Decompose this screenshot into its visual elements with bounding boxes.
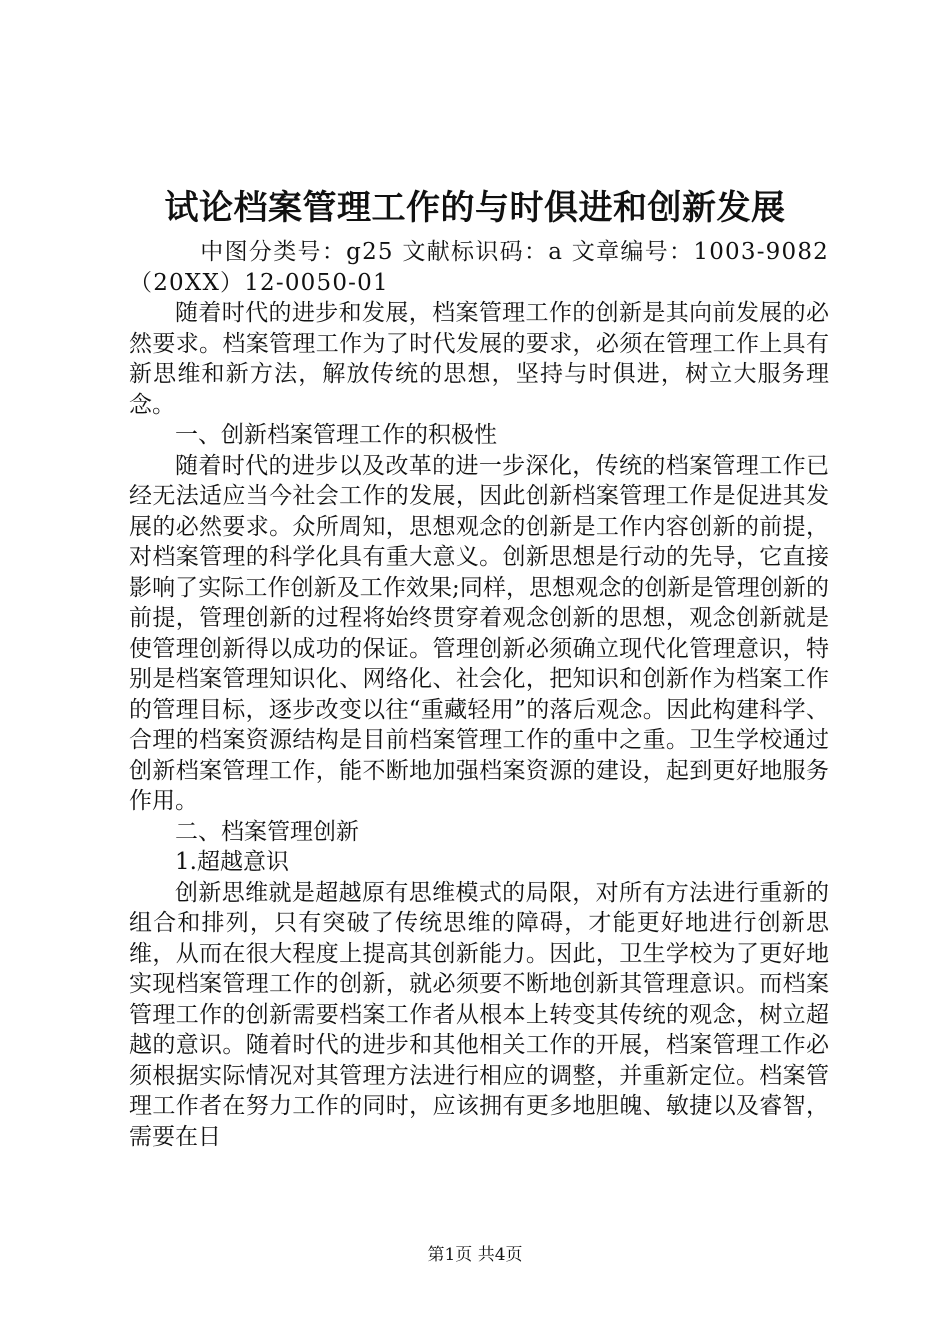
- document-body: [129, 237, 829, 1152]
- section-heading-1: 一、创新档案管理工作的积极性: [175, 422, 497, 448]
- section-1-paragraph: 随着时代的进步以及改革的进一步深化，传统的档案管理工作已经无法适应当今社会工作的发展，因此创新档案管理工作是促进其发展的必然要求。众所周知，思想观念的创新是工作内容创新的前提，对档案管理的科学化具有重大意义。创新思想是行动的先导，它直接影响了实际工作创新及工作效果;同样，思想观念的创新是管理创新的前提，管理创新的过程将始终贯穿着观念创新的思想，观念创新就是使管理创新得以成功的保证。管理创新必须确立现代化管理意识，特别是档案管理知识化、网络化、社会化，把知识和创新作为档案工作的管理目标，逐步改变以往“重藏轻用”的落后观念。因此构建科学、合理的档案资源结构是目前档案管理工作的重中之重。卫生学校通过创新档案管理工作，能不断地加强档案资源的建设，起到更好地服务作用。: [129, 452, 829, 814]
- subsection-1-paragraph: 创新思维就是超越原有思维模式的局限，对所有方法进行重新的组合和排列，只有突破了传统思维的障碍，才能更好地进行创新思维，从而在很大程度上提高其创新能力。因此，卫生学校为了更好地实现档案管理工作的创新，就必须要不断地创新其管理意识。而档案管理工作的创新需要档案工作者从根本上转变其传统的观念，树立超越的意识。随着时代的进步和其他相关工作的开展，档案管理工作必须根据实际情况对其管理方法进行相应的调整，并重新定位。档案管理工作者在努力工作的同时，应该拥有更多地胆魄、敏捷以及睿智，需要在日: [129, 879, 829, 1150]
- classification-line: 中图分类号：g25 文献标识码：a 文章编号：1003-9082（20XX）12-0050-01: [129, 239, 829, 296]
- document-title: 试论档案管理工作的与时俱进和创新发展: [164, 188, 786, 228]
- section-heading-2: 二、档案管理创新: [175, 818, 359, 845]
- subsection-heading-1: 1.超越意识: [175, 849, 289, 875]
- intro-paragraph: 随着时代的进步和发展，档案管理工作的创新是其向前发展的必然要求。档案管理工作为了时代发展的要求，必须在管理工作上具有新思维和新方法，解放传统的思想，坚持与时俱进，树立大服务理念。: [129, 300, 829, 418]
- page-number-footer: 第1页 共4页: [427, 1245, 523, 1265]
